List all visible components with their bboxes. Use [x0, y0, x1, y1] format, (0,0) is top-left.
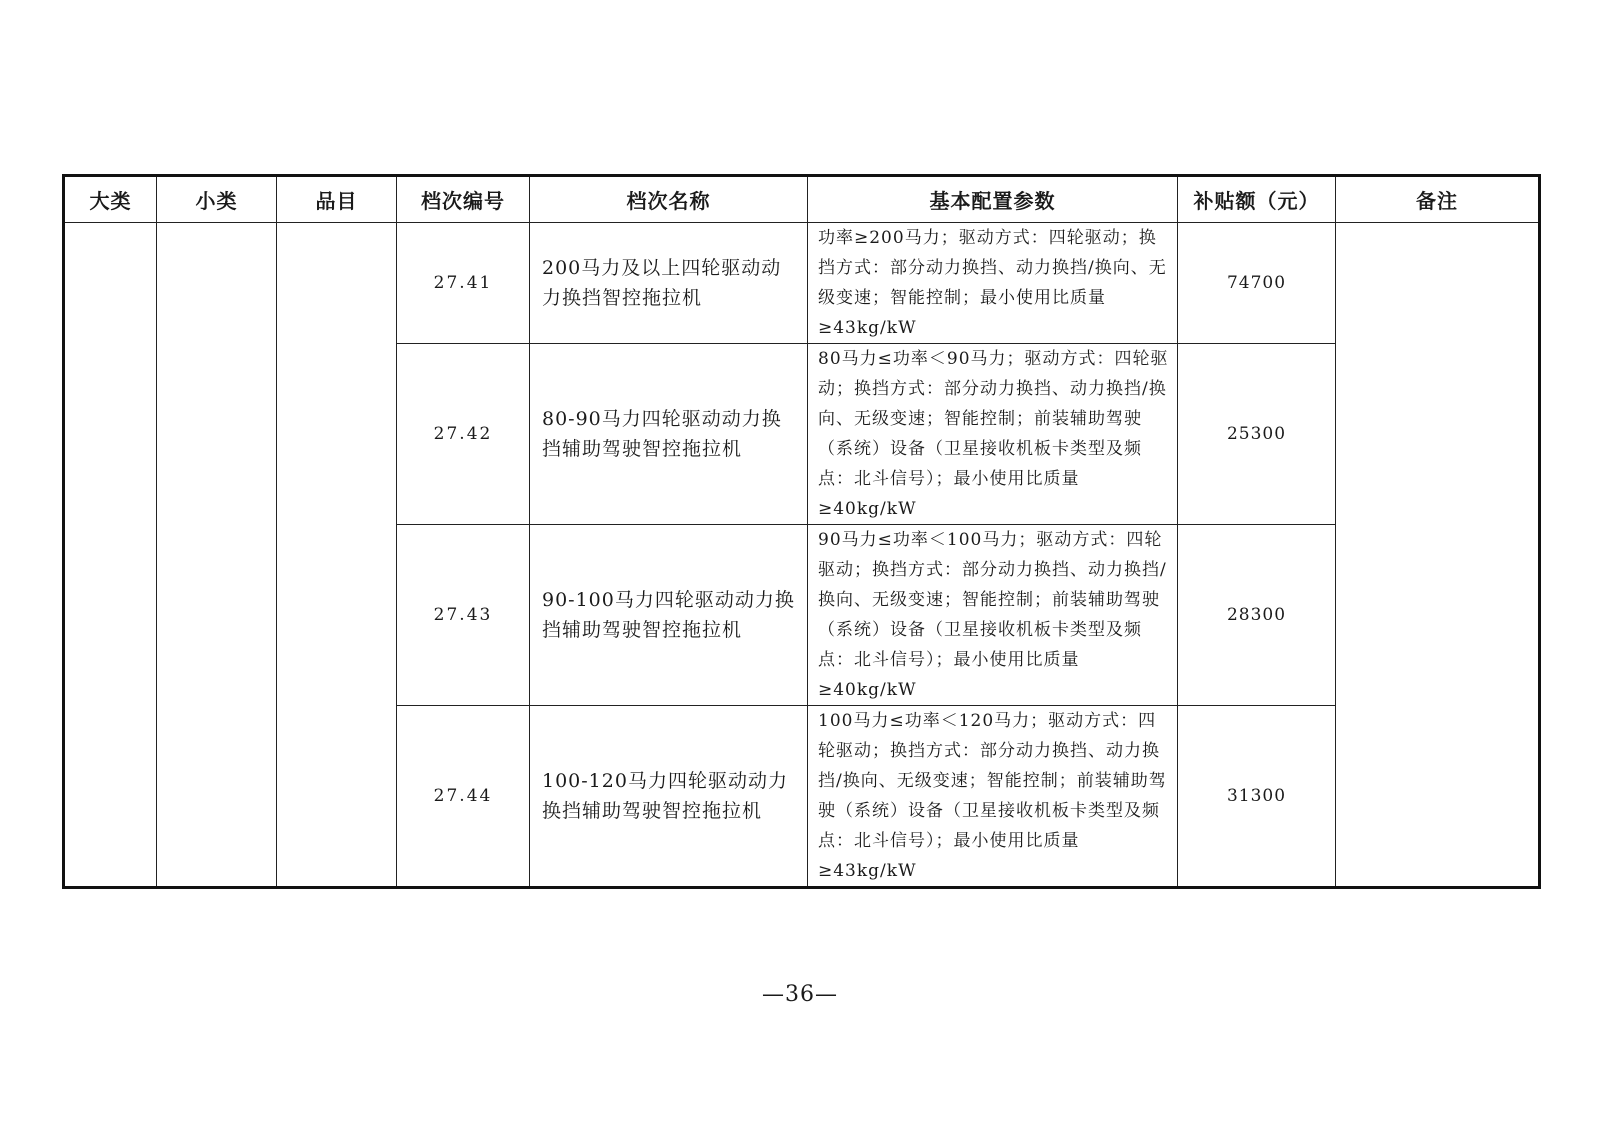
header-remarks: 备注: [1336, 176, 1540, 223]
tier-code-cell: 27.42: [397, 344, 530, 525]
header-major-category: 大类: [64, 176, 157, 223]
tier-code-cell: 27.44: [397, 706, 530, 888]
table-row: [64, 223, 1540, 344]
subsidy-amount-cell: 74700: [1178, 223, 1336, 344]
header-minor-category: 小类: [157, 176, 277, 223]
remarks-cell: [1336, 223, 1540, 888]
subsidy-table: [62, 174, 1541, 889]
minor-category-cell: [157, 223, 277, 888]
tier-name-cell: 200马力及以上四轮驱动动力换挡智控拖拉机: [530, 223, 808, 344]
header-subsidy-amount: 补贴额（元）: [1178, 176, 1336, 223]
tier-name-cell: 80-90马力四轮驱动动力换挡辅助驾驶智控拖拉机: [530, 344, 808, 525]
tier-name-cell: 100-120马力四轮驱动动力换挡辅助驾驶智控拖拉机: [530, 706, 808, 888]
basic-config-cell: 90马力≤功率＜100马力；驱动方式：四轮驱动；换挡方式：部分动力换挡、动力换挡/换向、无级变速；智能控制；前装辅助驾驶（系统）设备（卫星接收机板卡类型及频点：北斗信号）；最小使用比质量≥40kg/kW: [808, 525, 1178, 706]
tier-code-cell: 27.43: [397, 525, 530, 706]
item-cell: [277, 223, 397, 888]
tier-code-cell: 27.41: [397, 223, 530, 344]
header-item: 品目: [277, 176, 397, 223]
basic-config-cell: 100马力≤功率＜120马力；驱动方式：四轮驱动；换挡方式：部分动力换挡、动力换挡/换向、无级变速；智能控制；前装辅助驾驶（系统）设备（卫星接收机板卡类型及频点：北斗信号）；最小使用比质量≥43kg/kW: [808, 706, 1178, 888]
major-category-cell: [64, 223, 157, 888]
page-number: —36—: [762, 982, 838, 1007]
header-basic-config: 基本配置参数: [808, 176, 1178, 223]
basic-config-cell: 80马力≤功率＜90马力；驱动方式：四轮驱动；换挡方式：部分动力换挡、动力换挡/换向、无级变速；智能控制；前装辅助驾驶（系统）设备（卫星接收机板卡类型及频点：北斗信号）；最小使用比质量≥40kg/kW: [808, 344, 1178, 525]
header-tier-name: 档次名称: [530, 176, 808, 223]
subsidy-amount-cell: 31300: [1178, 706, 1336, 888]
header-tier-code: 档次编号: [397, 176, 530, 223]
subsidy-amount-cell: 25300: [1178, 344, 1336, 525]
tier-name-cell: 90-100马力四轮驱动动力换挡辅助驾驶智控拖拉机: [530, 525, 808, 706]
table-header-row: [64, 176, 1540, 223]
subsidy-amount-cell: 28300: [1178, 525, 1336, 706]
basic-config-cell: 功率≥200马力；驱动方式：四轮驱动；换挡方式：部分动力换挡、动力换挡/换向、无级变速；智能控制；最小使用比质量≥43kg/kW: [808, 223, 1178, 344]
